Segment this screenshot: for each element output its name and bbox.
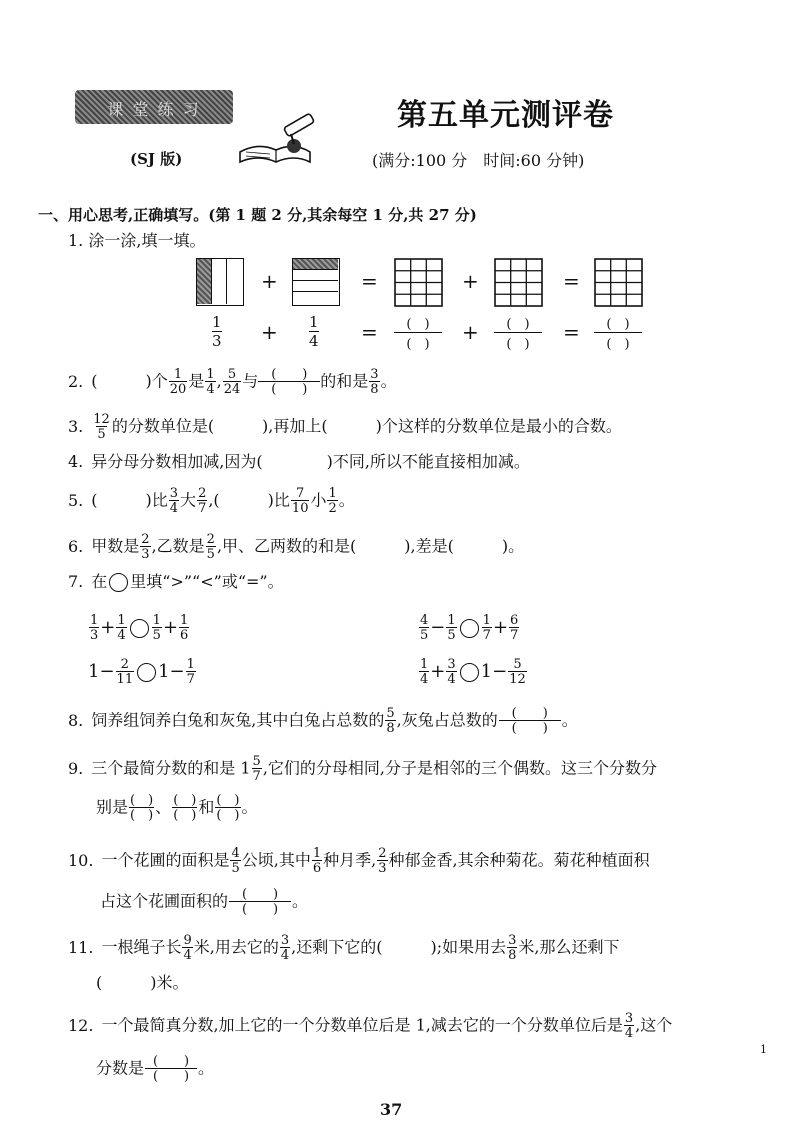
q1-frac-op-2: = xyxy=(361,320,378,344)
question-9-line2: 别是 ( ) ( ) 、 ( ) ( ) 和 ( ) ( ) 。 xyxy=(96,793,258,823)
q7-row1-left: $\frac{1}{3}$ + $\frac{1}{4}$ $\frac{1}{5}$ + $\frac{1}{6}$ xyxy=(90,613,189,643)
question-3: 3. $\frac{12}{5}$ 的分数单位是( ),再加上( )个这样的分数单位是最小的合数。 xyxy=(68,412,622,442)
q2-answer-blank[interactable]: ( ) ( ) xyxy=(259,368,319,396)
question-9: 9. 三个最简分数的和是 1 $\frac{5}{7}$ ,它们的分母相同,分子是相邻的三个偶数。这三个分数分 xyxy=(68,754,658,784)
question-2: 2. ( )个 $\frac{1}{20}$ 是 $\frac{1}{4}$ , $\frac{5}{24}$ 与 ( ) ( ) 的和是 $\frac{3}{8}$ 。 xyxy=(68,367,397,397)
q1-grid-b xyxy=(494,258,544,308)
q12-answer-blank[interactable]: ( ) ( ) xyxy=(145,1055,197,1083)
q1-blank-3[interactable]: ( ) ( ) xyxy=(594,313,642,352)
q1-rect-thirds xyxy=(196,258,244,306)
page-subtitle: (满分:100 分 时间:60 分钟) xyxy=(372,151,585,170)
question-8: 8. 饲养组饲养白兔和灰兔,其中白兔占总数的 $\frac{5}{8}$ ,灰兔占总数的 ( ) ( ) 。 xyxy=(68,706,578,736)
side-mark: 1 xyxy=(760,1043,767,1056)
q1-label: 1. 涂一涂,填一填。 xyxy=(68,231,206,250)
edition-label: (SJ 版) xyxy=(130,150,183,168)
logo-text: 课 堂 练 习 xyxy=(107,100,201,119)
question-11-line2: ( )米。 xyxy=(96,973,189,992)
q7-row2-left: 1− $\frac{2}{11}$ 1− $\frac{1}{7}$ xyxy=(88,657,195,687)
question-10-line2: 占这个花圃面积的 ( ) ( ) 。 xyxy=(100,887,309,917)
question-11: 11. 一根绳子长 $\frac{9}{4}$ 米,用去它的 $\frac{3}{4}$ ,还剩下它的( );如果用去 $\frac{3}{8}$ 米,那么还剩下 xyxy=(68,933,620,963)
q10-answer-blank[interactable]: ( ) ( ) xyxy=(229,888,291,916)
book-microscope-icon xyxy=(236,112,326,168)
q1-frac-op-4: = xyxy=(563,320,580,344)
q1-op-2: = xyxy=(361,269,378,293)
section-heading: 一、用心思考,正确填写。(第 1 题 2 分,其余每空 1 分,共 27 分) xyxy=(38,206,477,224)
q9-blank-1[interactable]: ( ) ( ) xyxy=(130,793,154,823)
q1-grid-a xyxy=(394,258,444,308)
q1-blank-1[interactable]: ( ) ( ) xyxy=(394,313,442,352)
question-10: 10. 一个花圃的面积是 $\frac{4}{5}$ 公顷,其中 $\frac{1}{6}$ 种月季, $\frac{2}{3}$ 种郁金香,其余种菊花。菊花种植面积 xyxy=(68,846,650,876)
question-4: 4. 异分母分数相加减,因为( )不同,所以不能直接相加减。 xyxy=(68,452,530,471)
question-7: 7. 在 里填“>”“<”或“=”。 xyxy=(68,572,284,591)
question-12: 12. 一个最简真分数,加上它的一个分数单位后是 1,减去它的一个分数单位后是 $\frac{3}{4}$ ,这个 xyxy=(68,1011,673,1041)
q1-rect-quarters xyxy=(292,258,340,306)
q9-blank-3[interactable]: ( ) ( ) xyxy=(216,793,240,823)
q1-frac-op-1: + xyxy=(261,320,278,344)
page-number: 37 xyxy=(380,1100,403,1119)
q1-blank-2[interactable]: ( ) ( ) xyxy=(494,313,542,352)
page-title: 第五单元测评卷 xyxy=(397,98,614,133)
question-12-line2: 分数是 ( ) ( ) 。 xyxy=(96,1054,215,1084)
q7-circle-2[interactable] xyxy=(460,619,479,638)
q1-frac-op-3: + xyxy=(462,320,479,344)
q1-op-4: = xyxy=(563,269,580,293)
logo-banner xyxy=(75,90,233,124)
q1-grid-c xyxy=(594,258,644,308)
q7-row1-right: $\frac{4}{5}$ − $\frac{1}{5}$ $\frac{1}{7}$ + $\frac{6}{7}$ xyxy=(420,613,519,643)
q1-op-3: + xyxy=(462,269,479,293)
q1-frac-2: 1 4 xyxy=(309,313,319,350)
q9-blank-2[interactable]: ( ) ( ) xyxy=(173,793,197,823)
question-5: 5. ( )比 $\frac{3}{4}$ 大 $\frac{2}{7}$ ,( )比 $\frac{7}{10}$ 小 $\frac{1}{2}$ 。 xyxy=(68,486,355,516)
question-6: 6. 甲数是 $\frac{2}{3}$ ,乙数是 $\frac{2}{5}$ ,甲、乙两数的和是( ),差是( )。 xyxy=(68,532,525,562)
q7-circle-3[interactable] xyxy=(137,663,156,682)
compare-circle-icon xyxy=(109,573,128,592)
q7-circle-1[interactable] xyxy=(130,619,149,638)
q7-circle-4[interactable] xyxy=(460,663,479,682)
q1-frac-1: 1 3 xyxy=(212,313,222,350)
q1-op-1: + xyxy=(261,269,278,293)
q7-row2-right: $\frac{1}{4}$ + $\frac{3}{4}$ 1− $\frac{5}{12}$ xyxy=(420,657,526,687)
q8-answer-blank[interactable]: ( ) ( ) xyxy=(499,707,561,735)
